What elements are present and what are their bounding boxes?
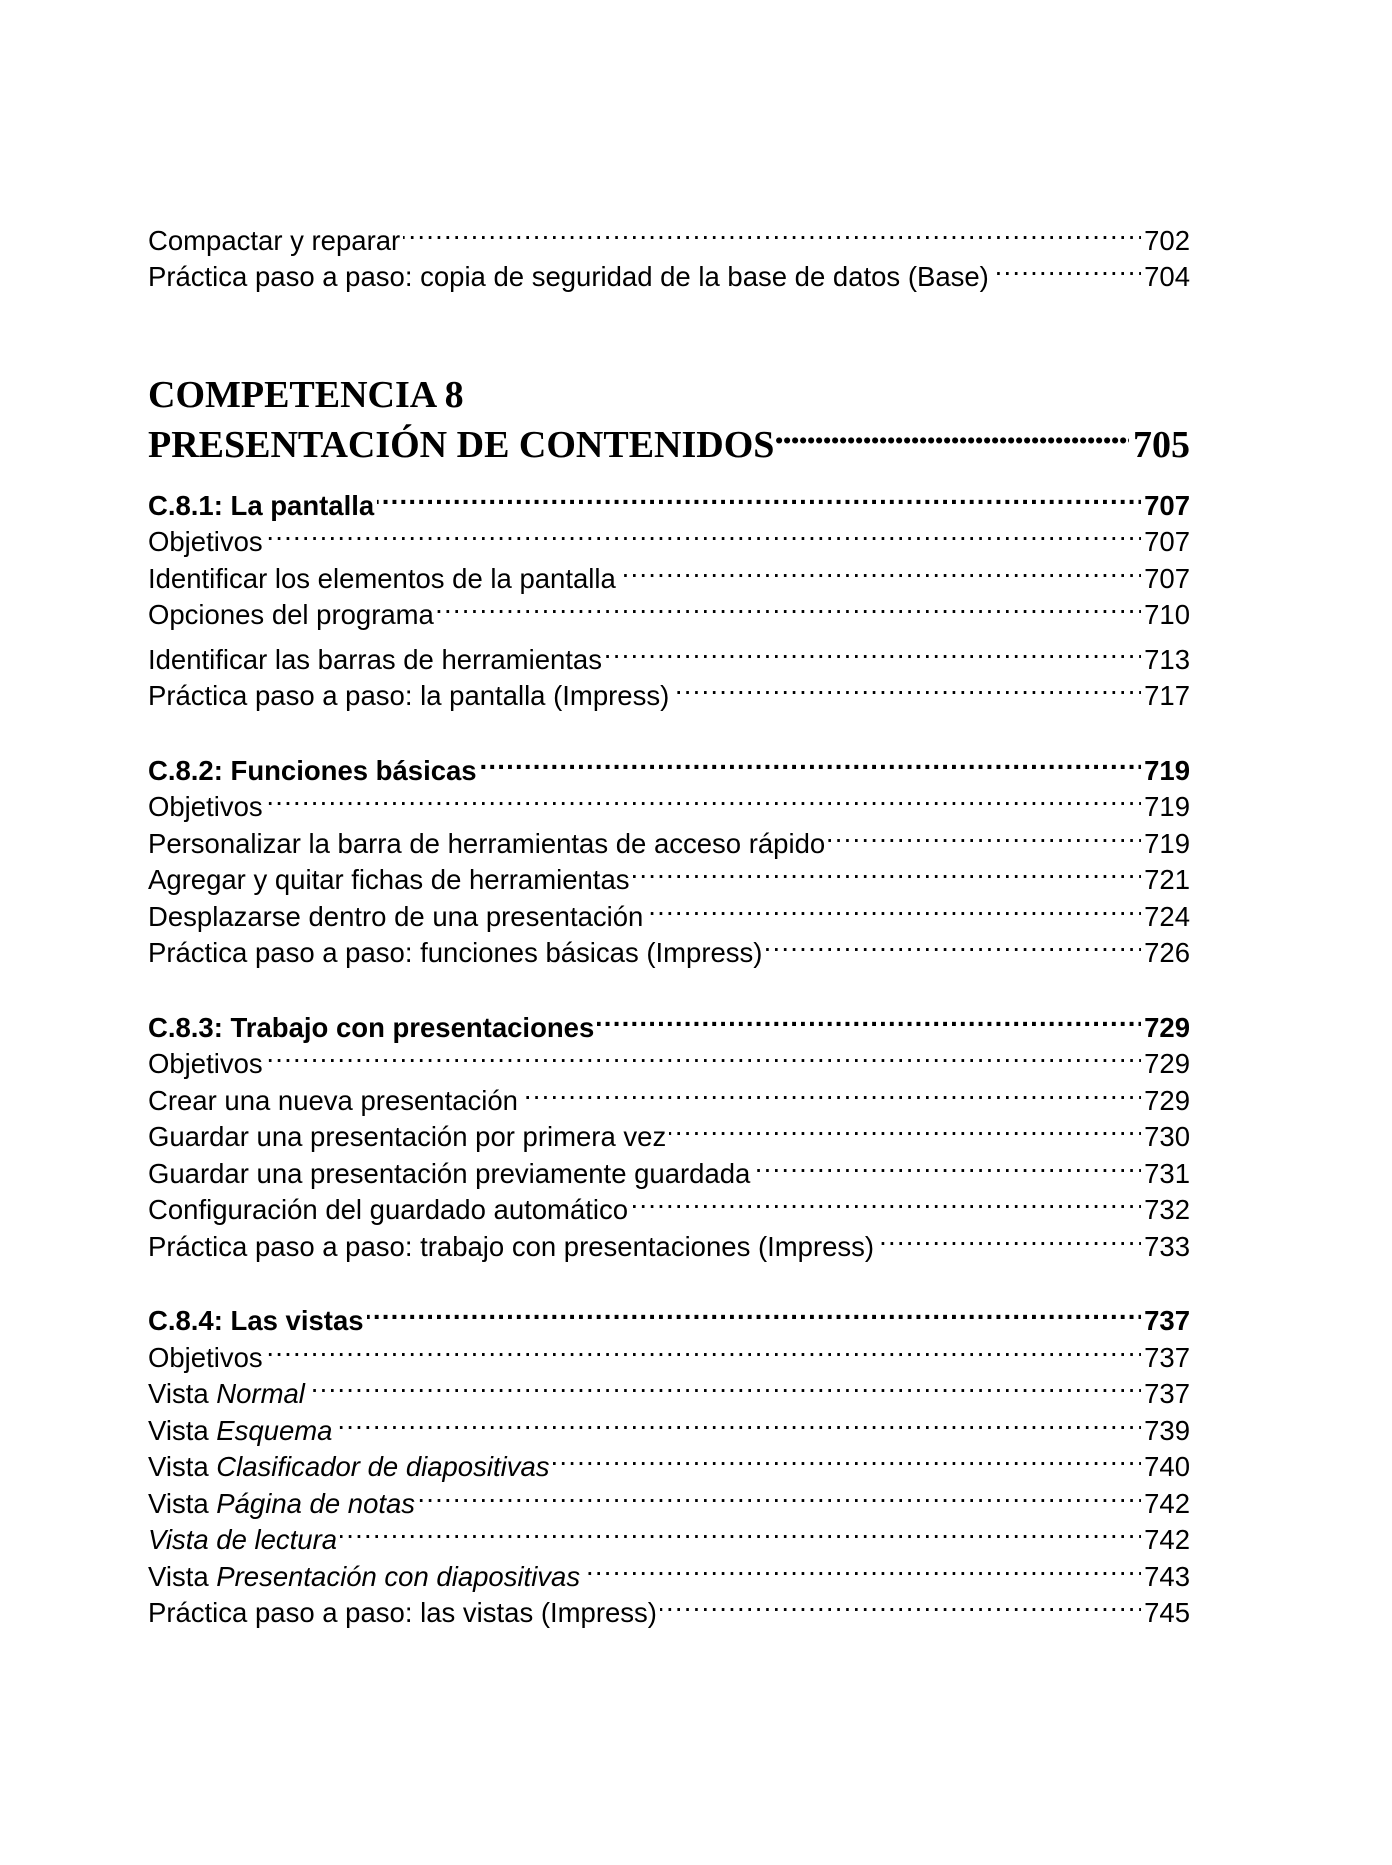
- section-heading-page: 729: [1144, 1011, 1190, 1043]
- toc-entry-page: 719: [1144, 827, 1190, 859]
- toc-section-8-2: [148, 752, 1190, 971]
- toc-entry-label: Guardar una presentación por primera vez: [148, 1121, 667, 1152]
- dot-leader: [367, 1303, 1142, 1331]
- toc-entry-prefix: Vista: [148, 1414, 217, 1446]
- dot-leader: [377, 487, 1141, 515]
- toc-entry-label: Crear una nueva presentación: [148, 1084, 518, 1116]
- dot-leader: [266, 1339, 1141, 1367]
- toc-entry-label: Configuración del guardado automático: [148, 1194, 629, 1225]
- toc-entry-page: 719: [1144, 791, 1190, 822]
- dot-leader: [672, 678, 1141, 706]
- toc-section-8-3: [148, 1009, 1190, 1265]
- toc-entry: [148, 597, 1190, 634]
- dot-leader: [521, 1082, 1141, 1110]
- dot-leader: [583, 1558, 1141, 1586]
- toc-entry-label: Personalizar la barra de herramientas de acceso rápido: [148, 827, 826, 859]
- toc-entry-label: Guardar una presentación previamente guardada: [148, 1157, 751, 1189]
- toc-entry-label: Desplazarse dentro de una presentación: [148, 900, 644, 932]
- toc-entry-label: Opciones del programa: [148, 599, 434, 630]
- toc-entry-label: Objetivos: [148, 1341, 263, 1373]
- toc-entry-label: Identificar las barras de herramientas: [148, 643, 602, 675]
- toc-entry-page: 729: [1144, 1084, 1190, 1116]
- dot-leader: [340, 1522, 1141, 1550]
- toc-entry-italic: Normal: [216, 1378, 305, 1409]
- toc-entry-page: 739: [1144, 1414, 1190, 1446]
- toc-entry: [148, 1046, 1190, 1083]
- section-heading: [148, 487, 1190, 524]
- toc-entry: [148, 789, 1190, 826]
- section-heading-page: 719: [1144, 754, 1190, 786]
- dot-leader: [828, 825, 1141, 853]
- toc-entry: [148, 1228, 1190, 1265]
- toc-entry-page: 704: [1144, 261, 1190, 292]
- toc-entry-page: 743: [1144, 1560, 1190, 1592]
- toc-entry-page: 742: [1144, 1524, 1190, 1555]
- toc-entry-label: Objetivos: [148, 791, 263, 822]
- toc-entry-label: Identificar los elementos de la pantalla: [148, 562, 616, 594]
- toc-entry: [148, 524, 1190, 561]
- toc-entry-page: 724: [1144, 900, 1190, 932]
- toc-entry: [148, 1412, 1190, 1449]
- section-heading-label: C.8.3: Trabajo con presentaciones: [148, 1011, 595, 1043]
- toc-entry-page: 730: [1144, 1121, 1190, 1152]
- toc-entry-italic: Presentación con diapositivas: [216, 1560, 581, 1592]
- toc-entry-label: Práctica paso a paso: la pantalla (Impress): [148, 680, 670, 711]
- section-heading-label: C.8.4: Las vistas: [148, 1305, 364, 1336]
- competencia-page: 705: [1133, 424, 1190, 466]
- toc-entry-label: [148, 1559, 580, 1596]
- toc-entry: [148, 641, 1190, 678]
- dot-leader: [418, 1485, 1141, 1513]
- toc-entry-prefix: Vista: [148, 1451, 217, 1482]
- section-heading-label: C.8.1: La pantalla: [148, 489, 375, 521]
- dot-leader: [553, 1449, 1142, 1477]
- toc-entry: [148, 1376, 1190, 1413]
- dot-leader: [774, 419, 1129, 457]
- section-heading-label: C.8.2: Funciones básicas: [148, 754, 477, 786]
- dot-leader: [877, 1228, 1141, 1256]
- toc-entry-page: 707: [1144, 526, 1190, 557]
- toc-entry-label: Práctica paso a paso: copia de seguridad de la base de datos (Base): [148, 261, 989, 292]
- toc-entry-page: 702: [1144, 224, 1190, 256]
- toc-entry-page: 729: [1144, 1048, 1190, 1079]
- toc-entry-page: 717: [1144, 680, 1190, 711]
- dot-leader: [992, 259, 1141, 287]
- toc-entry-page: 737: [1144, 1341, 1190, 1373]
- dot-leader: [437, 597, 1141, 625]
- toc-entry-page: 745: [1144, 1597, 1190, 1628]
- toc-entry-label: Objetivos: [148, 1048, 263, 1079]
- dot-leader: [765, 935, 1141, 963]
- toc-entry-prefix: Vista: [148, 1378, 217, 1409]
- dot-leader: [266, 1046, 1141, 1074]
- dot-leader: [631, 1192, 1141, 1220]
- toc-entry-copia-seguridad: [148, 259, 1190, 296]
- dot-leader: [266, 789, 1141, 817]
- toc-entry: [148, 1339, 1190, 1376]
- toc-entry: [148, 678, 1190, 715]
- dot-leader: [335, 1412, 1141, 1440]
- toc-entry: [148, 1119, 1190, 1156]
- toc-entry-page: 740: [1144, 1451, 1190, 1482]
- dot-leader: [266, 524, 1141, 552]
- dot-leader: [669, 1119, 1141, 1147]
- competencia-title-line: [148, 419, 1190, 467]
- toc-entry-label: Compactar y reparar: [148, 224, 401, 256]
- toc-entry: [148, 898, 1190, 935]
- toc-entry-page: 710: [1144, 599, 1190, 630]
- dot-leader: [597, 1009, 1141, 1037]
- toc-entry-italic: Página de notas: [216, 1487, 416, 1519]
- toc-entry: [148, 1558, 1190, 1595]
- toc-entry: [148, 1595, 1190, 1632]
- toc-entry-label: Agregar y quitar fichas de herramientas: [148, 864, 630, 895]
- toc-entry-page: 726: [1144, 937, 1190, 968]
- toc-entry: [148, 862, 1190, 899]
- toc-entry-prefix: Vista: [148, 1560, 217, 1592]
- toc-entry-page: 737: [1144, 1378, 1190, 1409]
- toc-entry-label: [148, 1522, 337, 1559]
- toc-entry: [148, 935, 1190, 972]
- toc-entry-label: Práctica paso a paso: trabajo con presentaciones (Impress): [148, 1230, 875, 1262]
- toc-entry: [148, 1192, 1190, 1229]
- toc-entry: [148, 1522, 1190, 1559]
- toc-entry: [148, 1155, 1190, 1192]
- toc-entry-label: [148, 1486, 415, 1523]
- toc-entry-italic: Clasificador de diapositivas: [216, 1451, 550, 1482]
- toc-entry-prefix: Vista: [148, 1487, 217, 1519]
- toc-section-8-1: [148, 487, 1190, 714]
- toc-entry-page: 733: [1144, 1230, 1190, 1262]
- toc-entry-page: 721: [1144, 864, 1190, 895]
- dot-leader: [660, 1595, 1141, 1623]
- section-heading: [148, 752, 1190, 789]
- toc-entry-label: [148, 1376, 305, 1413]
- table-of-contents: [148, 222, 1190, 1631]
- dot-leader: [308, 1376, 1141, 1404]
- toc-entry-page: 742: [1144, 1487, 1190, 1519]
- toc-entry: [148, 1449, 1190, 1486]
- competencia-number: COMPETENCIA 8: [148, 374, 464, 416]
- dot-leader: [480, 752, 1142, 780]
- toc-entry-page: 713: [1144, 643, 1190, 675]
- dot-leader: [753, 1155, 1141, 1183]
- competencia-heading: [148, 371, 1190, 467]
- dot-leader: [619, 560, 1141, 588]
- toc-entry-label: Práctica paso a paso: funciones básicas (Impress): [148, 937, 763, 968]
- competencia-title: PRESENTACIÓN DE CONTENIDOS: [148, 424, 775, 466]
- toc-entry-label: Práctica paso a paso: las vistas (Impress): [148, 1597, 657, 1628]
- dot-leader: [633, 862, 1142, 890]
- toc-entry: [148, 1082, 1190, 1119]
- toc-entry-label: [148, 1449, 550, 1486]
- dot-leader: [403, 222, 1141, 250]
- toc-entry-label: Objetivos: [148, 526, 263, 557]
- toc-entry: [148, 1485, 1190, 1522]
- toc-entry-compactar: [148, 222, 1190, 259]
- toc-entry-page: 731: [1144, 1157, 1190, 1189]
- toc-section-8-4: [148, 1303, 1190, 1632]
- toc-entry-label: [148, 1413, 332, 1450]
- toc-entry-page: 707: [1144, 562, 1190, 594]
- toc-entry: [148, 825, 1190, 862]
- toc-entry-page: 732: [1144, 1194, 1190, 1225]
- toc-entry-italic: Vista de lectura: [148, 1524, 338, 1555]
- section-heading-page: 737: [1144, 1305, 1190, 1336]
- section-heading: [148, 1303, 1190, 1340]
- dot-leader: [646, 898, 1141, 926]
- toc-entry-italic: Esquema: [216, 1414, 333, 1446]
- dot-leader: [605, 641, 1141, 669]
- toc-entry: [148, 560, 1190, 597]
- section-heading-page: 707: [1144, 489, 1190, 521]
- section-heading: [148, 1009, 1190, 1046]
